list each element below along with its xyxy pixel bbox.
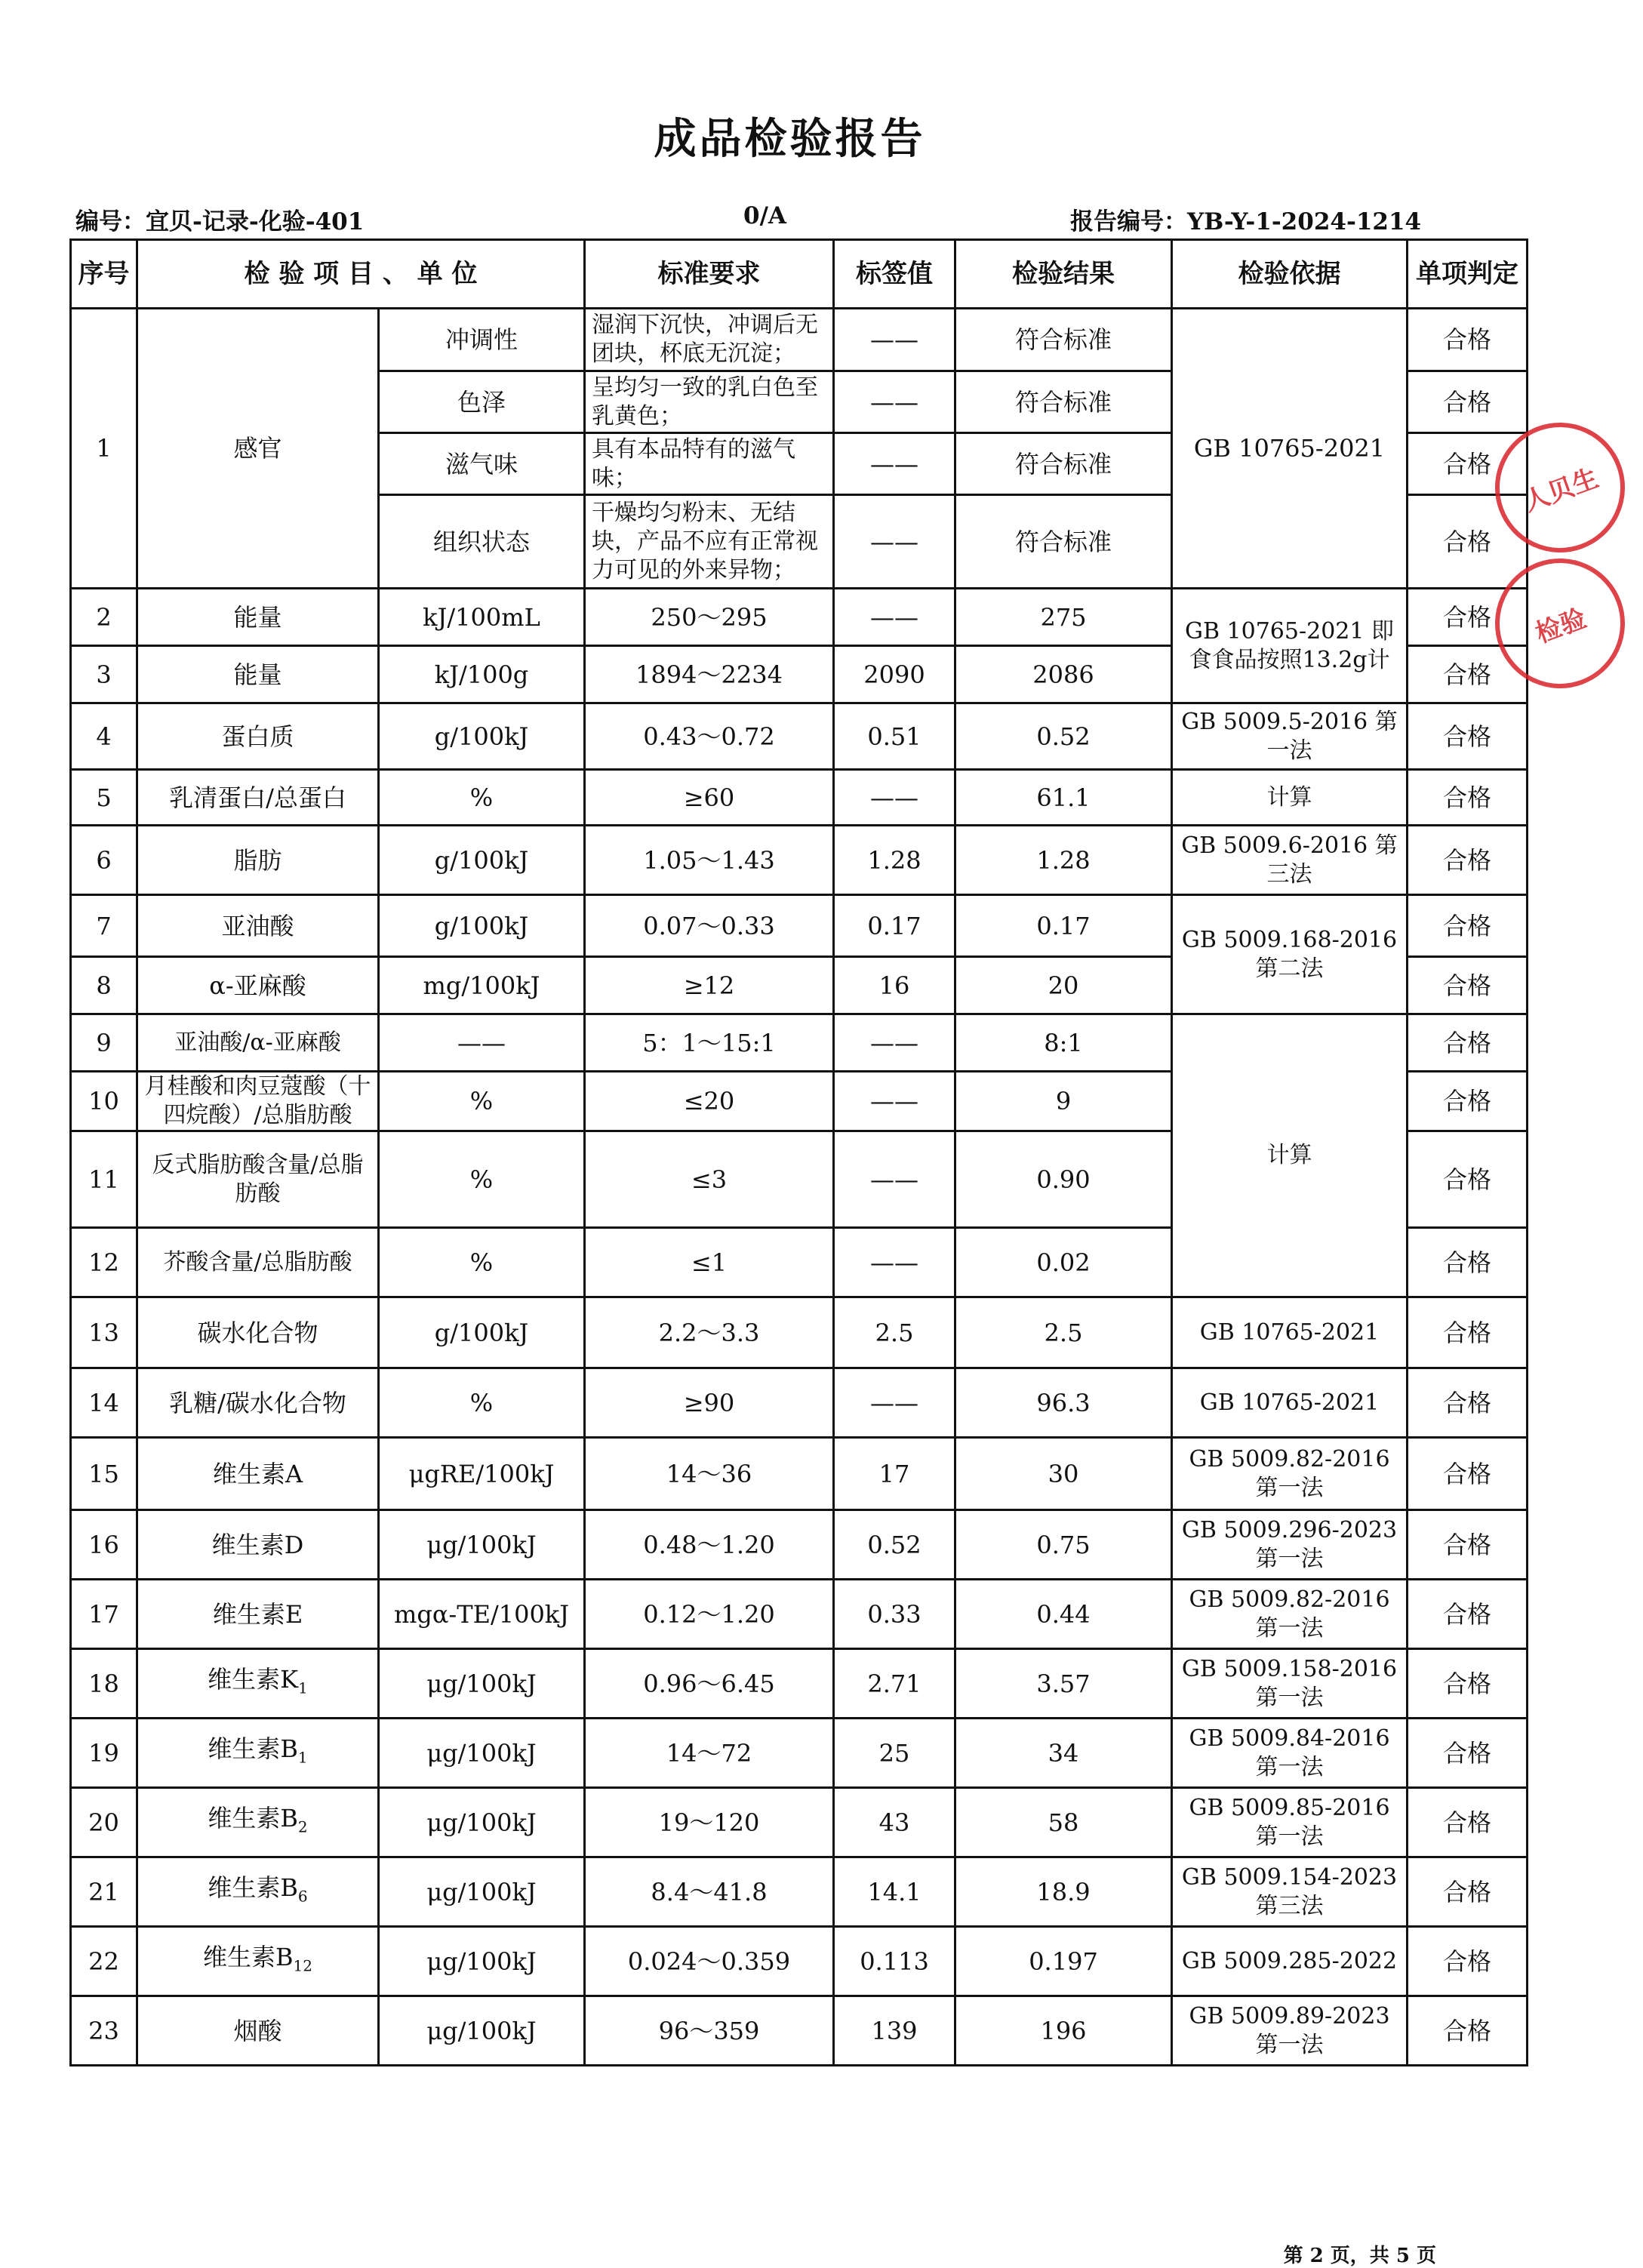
requirement: 0.43～0.72 [585, 703, 834, 770]
item-name-text: 脂肪 [233, 845, 282, 875]
item-name-text: 维生素E [212, 1599, 303, 1629]
result-value: 0.197 [955, 1927, 1172, 1996]
item-name [137, 1368, 379, 1438]
row-number: 23 [71, 1996, 137, 2066]
basis: GB 5009.285-2022 [1172, 1927, 1408, 1996]
verdict: 合格 [1408, 433, 1528, 495]
row-number: 19 [71, 1719, 137, 1788]
item-name-text: 碳水化合物 [197, 1318, 318, 1347]
result-value: 61.1 [955, 770, 1172, 826]
requirement: 96～359 [585, 1996, 834, 2066]
requirement: 8.4～41.8 [585, 1857, 834, 1927]
item-name [137, 703, 379, 770]
basis: GB 10765-2021 [1172, 1297, 1408, 1368]
col-header-label: 标签值 [834, 240, 955, 309]
requirement: 14～36 [585, 1438, 834, 1510]
basis: 计算 [1172, 1014, 1408, 1297]
item-name-text: 亚油酸 [221, 911, 294, 940]
col-header-basis: 检验依据 [1172, 240, 1408, 309]
unit: % [379, 1072, 585, 1131]
item-subscript: 2 [297, 1817, 308, 1836]
verdict: 合格 [1408, 770, 1528, 826]
table-row [71, 1996, 1528, 2066]
item-subscript: 1 [297, 1748, 308, 1767]
basis: GB 5009.89-2023 第一法 [1172, 1996, 1408, 2066]
item-name [137, 646, 379, 703]
requirement: ≤20 [585, 1072, 834, 1131]
label-value: —— [834, 309, 955, 371]
result-value: 3.57 [955, 1649, 1172, 1719]
verdict: 合格 [1408, 1927, 1528, 1996]
requirement: 2.2～3.3 [585, 1297, 834, 1368]
basis: GB 10765-2021 [1172, 1368, 1408, 1438]
verdict: 合格 [1408, 1014, 1528, 1072]
label-value: 17 [834, 1438, 955, 1510]
item-name-text: 维生素K [208, 1664, 299, 1694]
label-value: 1.28 [834, 826, 955, 895]
verdict: 合格 [1408, 826, 1528, 895]
result-value: 96.3 [955, 1368, 1172, 1438]
verdict: 合格 [1408, 1228, 1528, 1297]
item-name-text: 乳清蛋白/总蛋白 [169, 783, 346, 812]
row-number: 1 [71, 309, 137, 589]
col-header-no: 序号 [71, 240, 137, 309]
item-name [137, 1131, 379, 1228]
unit: kJ/100mL [379, 589, 585, 646]
item-name [137, 1297, 379, 1368]
result-value: 0.02 [955, 1228, 1172, 1297]
label-value: —— [834, 371, 955, 433]
table-row [71, 1368, 1528, 1438]
row-number: 16 [71, 1510, 137, 1580]
table-body [71, 309, 1528, 2066]
unit: % [379, 1228, 585, 1297]
row-number: 8 [71, 957, 137, 1014]
label-value: 0.17 [834, 895, 955, 957]
table-row [71, 1510, 1528, 1580]
requirement: 0.024～0.359 [585, 1927, 834, 1996]
table-row [71, 1927, 1528, 1996]
result-value: 0.44 [955, 1580, 1172, 1649]
label-value: —— [834, 1072, 955, 1131]
item-name [137, 957, 379, 1014]
requirement: ≥90 [585, 1368, 834, 1438]
requirement: 呈均匀一致的乳白色至乳黄色； [585, 371, 834, 433]
unit: mgα-TE/100kJ [379, 1580, 585, 1649]
result-value: 符合标准 [955, 433, 1172, 495]
row-number: 10 [71, 1072, 137, 1131]
item-name [137, 1580, 379, 1649]
unit: % [379, 1131, 585, 1228]
result-value: 2086 [955, 646, 1172, 703]
item-name-text: 芥酸含量/总脂肪酸 [163, 1248, 352, 1276]
basis: GB 10765-2021 即食食品按照13.2g计 [1172, 589, 1408, 703]
result-value: 20 [955, 957, 1172, 1014]
verdict: 合格 [1408, 1649, 1528, 1719]
item-name [137, 1438, 379, 1510]
item-name [137, 770, 379, 826]
sub-item-name: 冲调性 [379, 309, 585, 371]
requirement: ≤1 [585, 1228, 834, 1297]
col-header-result: 检验结果 [955, 240, 1172, 309]
label-value: 25 [834, 1719, 955, 1788]
unit: μg/100kJ [379, 1857, 585, 1927]
requirement: 具有本品特有的滋气味； [585, 433, 834, 495]
item-name [137, 826, 379, 895]
item-name-text: α-亚麻酸 [209, 971, 306, 1000]
result-value: 符合标准 [955, 309, 1172, 371]
verdict: 合格 [1408, 1510, 1528, 1580]
verdict: 合格 [1408, 1788, 1528, 1857]
unit: % [379, 1368, 585, 1438]
item-name-text: 反式脂肪酸含量/总脂肪酸 [152, 1151, 364, 1207]
row-number: 11 [71, 1131, 137, 1228]
row-number: 17 [71, 1580, 137, 1649]
requirement: 0.96～6.45 [585, 1649, 834, 1719]
requirement: 250～295 [585, 589, 834, 646]
version-number: 0/A [743, 202, 786, 229]
basis: GB 5009.82-2016 第一法 [1172, 1580, 1408, 1649]
unit: μg/100kJ [379, 1719, 585, 1788]
basis: GB 5009.154-2023 第三法 [1172, 1857, 1408, 1927]
table-row [71, 895, 1528, 957]
col-header-requirement: 标准要求 [585, 240, 834, 309]
sub-item-name: 色泽 [379, 371, 585, 433]
table-row [71, 826, 1528, 895]
red-stamp: 人贝生 [1477, 405, 1643, 571]
item-name-text: 能量 [233, 602, 282, 632]
result-value: 34 [955, 1719, 1172, 1788]
verdict: 合格 [1408, 1719, 1528, 1788]
unit: μg/100kJ [379, 1510, 585, 1580]
row-number: 12 [71, 1228, 137, 1297]
requirement: ≥12 [585, 957, 834, 1014]
result-value: 9 [955, 1072, 1172, 1131]
label-value: —— [834, 770, 955, 826]
requirement: 干燥均匀粉末、无结块，产品不应有正常视力可见的外来异物； [585, 495, 834, 589]
row-number: 13 [71, 1297, 137, 1368]
result-value: 196 [955, 1996, 1172, 2066]
result-value: 0.75 [955, 1510, 1172, 1580]
unit: g/100kJ [379, 826, 585, 895]
basis: GB 5009.296-2023 第一法 [1172, 1510, 1408, 1580]
item-name-text: 维生素D [211, 1530, 304, 1559]
label-value: 2090 [834, 646, 955, 703]
unit: μg/100kJ [379, 1649, 585, 1719]
result-value: 符合标准 [955, 371, 1172, 433]
verdict: 合格 [1408, 1297, 1528, 1368]
label-value: 2.5 [834, 1297, 955, 1368]
verdict: 合格 [1408, 495, 1528, 589]
table-row [71, 1014, 1528, 1072]
item-name-text: 能量 [233, 660, 282, 689]
table-row [71, 1649, 1528, 1719]
item-name [137, 1996, 379, 2066]
item-name-text: 烟酸 [233, 2016, 282, 2045]
result-value: 0.52 [955, 703, 1172, 770]
verdict: 合格 [1408, 703, 1528, 770]
col-header-item: 检 验 项 目 、 单 位 [137, 240, 585, 309]
row-number: 7 [71, 895, 137, 957]
item-name [137, 1649, 379, 1719]
label-value: 16 [834, 957, 955, 1014]
basis: GB 5009.84-2016 第一法 [1172, 1719, 1408, 1788]
row-number: 22 [71, 1927, 137, 1996]
requirement: 5：1～15:1 [585, 1014, 834, 1072]
verdict: 合格 [1408, 371, 1528, 433]
basis: GB 5009.168-2016 第二法 [1172, 895, 1408, 1014]
item-subscript: 12 [293, 1956, 312, 1975]
sub-item-name: 组织状态 [379, 495, 585, 589]
unit: % [379, 770, 585, 826]
label-value: 0.52 [834, 1510, 955, 1580]
item-name [137, 1857, 379, 1927]
requirement: 14～72 [585, 1719, 834, 1788]
verdict: 合格 [1408, 957, 1528, 1014]
requirement: 1894～2234 [585, 646, 834, 703]
result-value: 符合标准 [955, 495, 1172, 589]
verdict: 合格 [1408, 309, 1528, 371]
verdict: 合格 [1408, 1857, 1528, 1927]
row-number: 18 [71, 1649, 137, 1719]
result-value: 8:1 [955, 1014, 1172, 1072]
table-row [71, 1857, 1528, 1927]
verdict: 合格 [1408, 646, 1528, 703]
label-value: 0.113 [834, 1927, 955, 1996]
label-value: 43 [834, 1788, 955, 1857]
item-name-text: 维生素B [208, 1734, 298, 1763]
verdict: 合格 [1408, 1580, 1528, 1649]
basis: GB 10765-2021 [1172, 309, 1408, 589]
unit: g/100kJ [379, 1297, 585, 1368]
item-name-text: 维生素B [208, 1873, 298, 1902]
result-value: 2.5 [955, 1297, 1172, 1368]
requirement: 0.48～1.20 [585, 1510, 834, 1580]
result-value: 18.9 [955, 1857, 1172, 1927]
table-row [71, 1297, 1528, 1368]
row-number: 20 [71, 1788, 137, 1857]
col-header-verdict: 单项判定 [1408, 240, 1528, 309]
unit: —— [379, 1014, 585, 1072]
basis: GB 5009.5-2016 第一法 [1172, 703, 1408, 770]
table-row [71, 1719, 1528, 1788]
row-number: 14 [71, 1368, 137, 1438]
requirement: 0.07～0.33 [585, 895, 834, 957]
table-row [71, 1788, 1528, 1857]
label-value: 139 [834, 1996, 955, 2066]
sub-item-name: 滋气味 [379, 433, 585, 495]
table-row [71, 589, 1528, 646]
item-name: 感官 [137, 309, 379, 589]
item-subscript: 6 [297, 1887, 308, 1906]
item-subscript: 1 [298, 1679, 308, 1697]
unit: kJ/100g [379, 646, 585, 703]
item-name-text: 维生素B [203, 1942, 294, 1971]
unit: μg/100kJ [379, 1788, 585, 1857]
row-number: 2 [71, 589, 137, 646]
item-name [137, 1228, 379, 1297]
verdict: 合格 [1408, 589, 1528, 646]
verdict: 合格 [1408, 1131, 1528, 1228]
row-number: 4 [71, 703, 137, 770]
row-number: 9 [71, 1014, 137, 1072]
row-number: 5 [71, 770, 137, 826]
basis: GB 5009.85-2016 第一法 [1172, 1788, 1408, 1857]
verdict: 合格 [1408, 895, 1528, 957]
label-value: —— [834, 1368, 955, 1438]
item-name-text: 亚油酸/α-亚麻酸 [174, 1029, 341, 1056]
result-value: 1.28 [955, 826, 1172, 895]
verdict: 合格 [1408, 1072, 1528, 1131]
label-value: —— [834, 495, 955, 589]
unit: μgRE/100kJ [379, 1438, 585, 1510]
label-value: 2.71 [834, 1649, 955, 1719]
row-number: 21 [71, 1857, 137, 1927]
result-value: 275 [955, 589, 1172, 646]
item-name [137, 1510, 379, 1580]
label-value: —— [834, 433, 955, 495]
basis: GB 5009.82-2016 第一法 [1172, 1438, 1408, 1510]
label-value: 0.51 [834, 703, 955, 770]
verdict: 合格 [1408, 1996, 1528, 2066]
label-value: 0.33 [834, 1580, 955, 1649]
verdict: 合格 [1408, 1438, 1528, 1510]
unit: g/100kJ [379, 703, 585, 770]
table-row [71, 309, 1528, 371]
item-name [137, 895, 379, 957]
label-value: 14.1 [834, 1857, 955, 1927]
unit: mg/100kJ [379, 957, 585, 1014]
report-title: 成品检验报告 [654, 114, 926, 164]
unit: μg/100kJ [379, 1927, 585, 1996]
basis: GB 5009.6-2016 第三法 [1172, 826, 1408, 895]
label-value: —— [834, 1014, 955, 1072]
unit: μg/100kJ [379, 1996, 585, 2066]
table-row [71, 1580, 1528, 1649]
requirement: 19～120 [585, 1788, 834, 1857]
basis: 计算 [1172, 770, 1408, 826]
inspection-table [69, 238, 1528, 2066]
requirement: ≤3 [585, 1131, 834, 1228]
row-number: 15 [71, 1438, 137, 1510]
item-name-text: 乳糖/碳水化合物 [169, 1388, 346, 1417]
result-value: 30 [955, 1438, 1172, 1510]
unit: g/100kJ [379, 895, 585, 957]
verdict: 合格 [1408, 1368, 1528, 1438]
item-name [137, 1788, 379, 1857]
item-name-text: 维生素B [208, 1803, 298, 1833]
table-header-row [71, 240, 1528, 309]
result-value: 0.17 [955, 895, 1172, 957]
item-name-text: 月桂酸和肉豆蔻酸（十四烷酸）/总脂肪酸 [144, 1073, 371, 1128]
table-row [71, 1438, 1528, 1510]
requirement: 0.12～1.20 [585, 1580, 834, 1649]
requirement: ≥60 [585, 770, 834, 826]
item-name-text: 蛋白质 [221, 722, 294, 751]
item-name [137, 1072, 379, 1131]
red-stamp: 检验 [1477, 540, 1643, 706]
record-number: 编号：宜贝-记录-化验-401 [75, 208, 365, 235]
report-number: 报告编号：YB-Y-1-2024-1214 [1070, 208, 1422, 235]
table-row [71, 770, 1528, 826]
item-name [137, 589, 379, 646]
item-name [137, 1719, 379, 1788]
result-value: 58 [955, 1788, 1172, 1857]
basis: GB 5009.158-2016 第一法 [1172, 1649, 1408, 1719]
row-number: 6 [71, 826, 137, 895]
table-row [71, 703, 1528, 770]
item-name-text: 维生素A [212, 1459, 303, 1488]
label-value: —— [834, 589, 955, 646]
requirement: 湿润下沉快，冲调后无团块，杯底无沉淀； [585, 309, 834, 371]
row-number: 3 [71, 646, 137, 703]
label-value: —— [834, 1228, 955, 1297]
item-name [137, 1927, 379, 1996]
requirement: 1.05～1.43 [585, 826, 834, 895]
label-value: —— [834, 1131, 955, 1228]
result-value: 0.90 [955, 1131, 1172, 1228]
item-name [137, 1014, 379, 1072]
page-footer: 第 2 页，共 5 页 [1283, 2245, 1436, 2267]
